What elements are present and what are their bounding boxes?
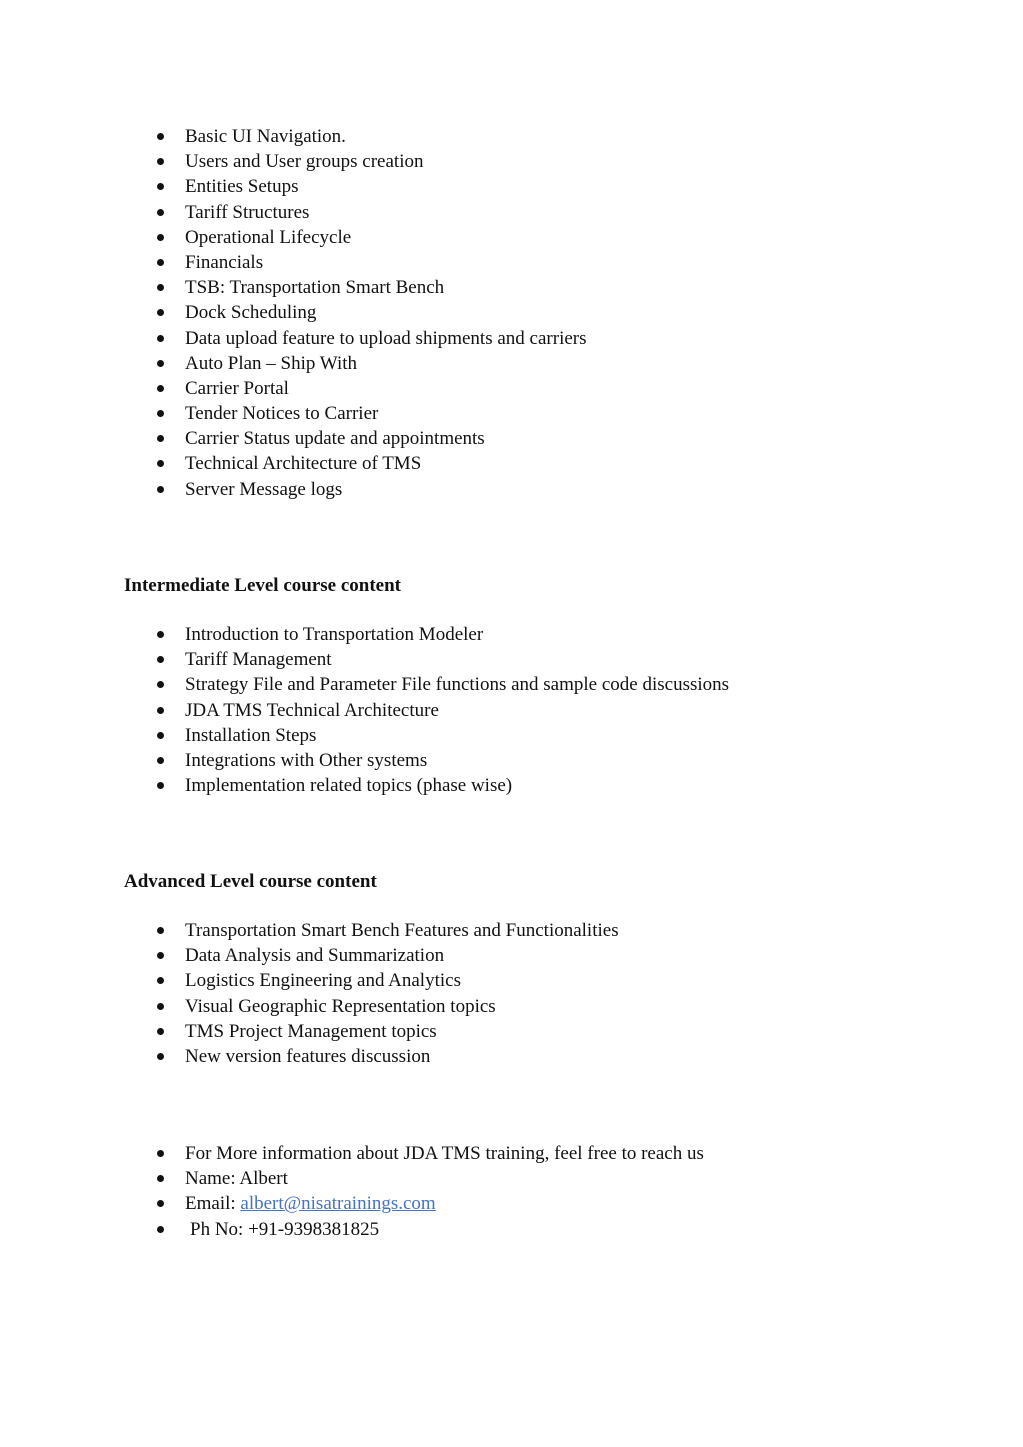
- bullet-icon: [157, 732, 164, 739]
- contact-info-text: For More information about JDA TMS training, feel free to reach us: [185, 1143, 704, 1164]
- list-item: [155, 174, 587, 199]
- list-item-text: Implementation related topics (phase wise): [185, 775, 513, 797]
- list-item: [155, 968, 619, 993]
- list-item: [155, 773, 729, 798]
- list-item-text: Auto Plan – Ship With: [185, 352, 358, 374]
- email-link[interactable]: albert@nisatrainings.com: [240, 1193, 436, 1215]
- bullet-icon: [157, 757, 164, 764]
- list-item-text: Carrier Portal: [185, 377, 289, 399]
- bullet-icon: [157, 631, 164, 638]
- bullet-icon: [157, 435, 164, 442]
- bullet-icon: [157, 707, 164, 714]
- list-item: [155, 1019, 619, 1044]
- list-item: [155, 723, 729, 748]
- list-item: [155, 1044, 619, 1069]
- list-item-text: Integrations with Other systems: [185, 749, 428, 771]
- list-item: [155, 672, 729, 697]
- contact-info-item: [155, 1141, 704, 1166]
- list-item-text: Basic UI Navigation.: [185, 126, 346, 147]
- list-item: [155, 124, 587, 149]
- list-item-text: TSB: Transportation Smart Bench: [185, 277, 445, 299]
- list-item-text: Server Message logs: [185, 478, 343, 500]
- contact-name-text: Name: Albert: [185, 1168, 288, 1190]
- advanced-heading: Advanced Level course content: [124, 871, 377, 892]
- list-item-text: JDA TMS Technical Architecture: [185, 699, 439, 721]
- list-item-text: New version features discussion: [185, 1045, 431, 1067]
- bullet-icon: [157, 360, 164, 367]
- bullet-icon: [157, 1226, 164, 1233]
- contact-name-item: [155, 1166, 704, 1191]
- bullet-icon: [157, 1175, 164, 1182]
- bullet-icon: [157, 158, 164, 165]
- list-item: [155, 275, 587, 300]
- list-item: [155, 943, 619, 968]
- email-label: Email:: [185, 1193, 241, 1215]
- bullet-icon: [157, 782, 164, 789]
- list-item-text: Financials: [185, 251, 264, 273]
- list-item-text: Tariff Management: [185, 649, 332, 671]
- bullet-icon: [157, 656, 164, 663]
- list-item-text: Carrier Status update and appointments: [185, 428, 485, 450]
- list-item: [155, 918, 619, 943]
- contact-phone-item: [155, 1217, 704, 1242]
- list-item: [155, 451, 587, 476]
- list-item: [155, 326, 587, 351]
- list-item-text: Tariff Structures: [185, 201, 310, 223]
- list-item-text: Introduction to Transportation Modeler: [185, 624, 484, 645]
- list-item-text: Operational Lifecycle: [185, 226, 352, 248]
- contact-email-item: [155, 1191, 704, 1216]
- bullet-icon: [157, 410, 164, 417]
- bullet-icon: [157, 209, 164, 216]
- advanced-topics-list: [155, 918, 619, 1069]
- list-item-text: Installation Steps: [185, 724, 317, 746]
- list-item: [155, 698, 729, 723]
- bullet-icon: [157, 1053, 164, 1060]
- list-item-text: Transportation Smart Bench Features and Functionalities: [185, 920, 619, 941]
- list-item-text: Dock Scheduling: [185, 302, 317, 324]
- list-item: [155, 426, 587, 451]
- bullet-icon: [157, 133, 164, 140]
- list-item-text: Entities Setups: [185, 176, 299, 198]
- list-item: [155, 149, 587, 174]
- list-item: [155, 994, 619, 1019]
- bullet-icon: [157, 183, 164, 190]
- list-item-text: Technical Architecture of TMS: [185, 453, 422, 475]
- bullet-icon: [157, 977, 164, 984]
- bullet-icon: [157, 927, 164, 934]
- list-item: [155, 300, 587, 325]
- bullet-icon: [157, 234, 164, 241]
- list-item: [155, 200, 587, 225]
- list-item-text: Logistics Engineering and Analytics: [185, 970, 461, 992]
- list-item: [155, 748, 729, 773]
- bullet-icon: [157, 460, 164, 467]
- bullet-icon: [157, 486, 164, 493]
- list-item: [155, 477, 587, 502]
- bullet-icon: [157, 259, 164, 266]
- contact-info-list: [155, 1141, 704, 1242]
- basic-topics-list: [155, 124, 587, 502]
- bullet-icon: [157, 681, 164, 688]
- bullet-icon: [157, 385, 164, 392]
- intermediate-heading: Intermediate Level course content: [124, 575, 402, 596]
- list-item-text: Data upload feature to upload shipments and carriers: [185, 327, 587, 349]
- list-item-text: Strategy File and Parameter File functions and sample code discussions: [185, 674, 730, 696]
- list-item-text: Users and User groups creation: [185, 151, 424, 173]
- list-item: [155, 225, 587, 250]
- bullet-icon: [157, 952, 164, 959]
- bullet-icon: [157, 335, 164, 342]
- list-item: [155, 351, 587, 376]
- intermediate-topics-list: [155, 622, 729, 798]
- list-item-text: Visual Geographic Representation topics: [185, 995, 496, 1017]
- list-item-text: TMS Project Management topics: [185, 1020, 437, 1042]
- bullet-icon: [157, 1200, 164, 1207]
- phone-text: Ph No: +91-9398381825: [190, 1218, 380, 1240]
- list-item: [155, 401, 587, 426]
- list-item-text: Data Analysis and Summarization: [185, 945, 445, 967]
- bullet-icon: [157, 1028, 164, 1035]
- bullet-icon: [157, 284, 164, 291]
- list-item: [155, 376, 587, 401]
- list-item-text: Tender Notices to Carrier: [185, 403, 379, 425]
- bullet-icon: [157, 1003, 164, 1010]
- bullet-icon: [157, 1150, 164, 1157]
- list-item: [155, 250, 587, 275]
- list-item: [155, 622, 729, 647]
- bullet-icon: [157, 309, 164, 316]
- list-item: [155, 647, 729, 672]
